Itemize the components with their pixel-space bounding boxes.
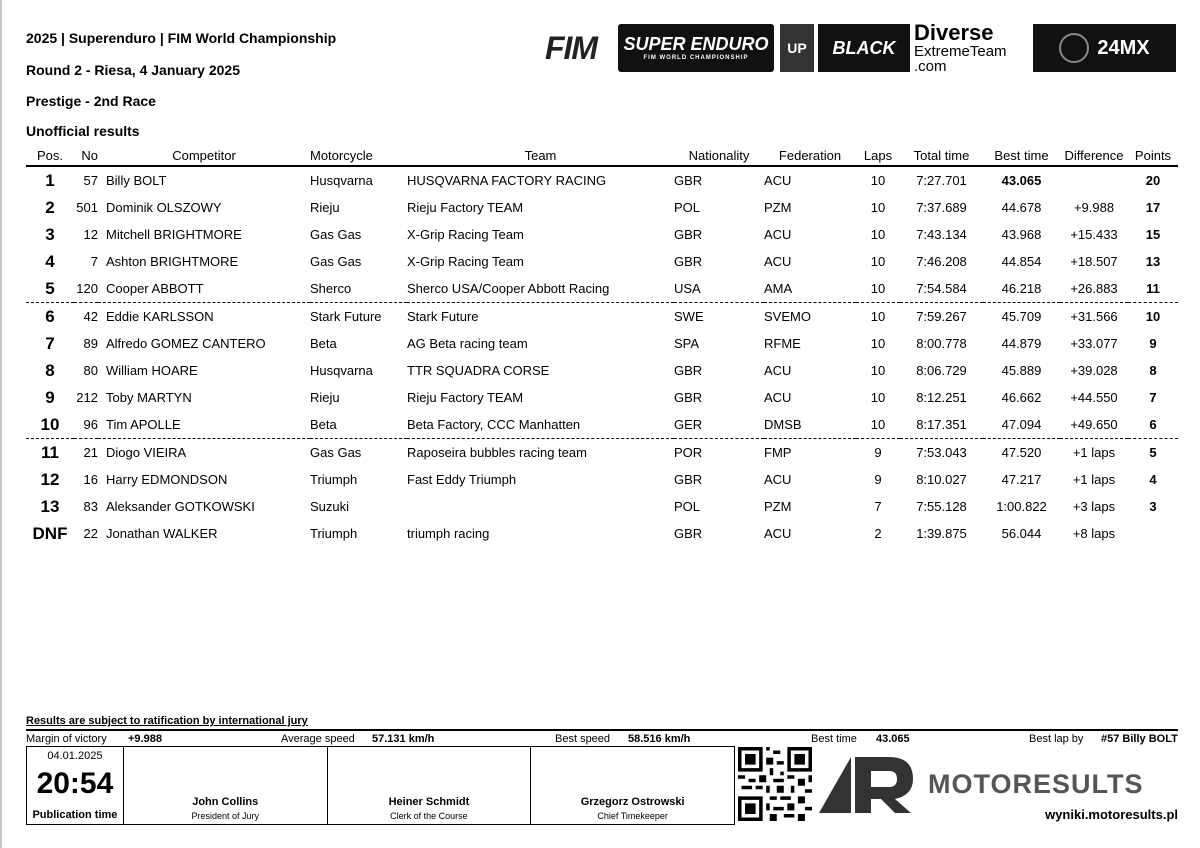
- row-no: 12: [83, 227, 98, 242]
- row-laps: 10: [870, 200, 886, 215]
- row-best-time: 44.854: [1001, 254, 1042, 269]
- ratification-note: Results are subject to ratification by international jury: [26, 715, 308, 727]
- row-nationality: GBR: [674, 254, 703, 269]
- row-team: X-Grip Racing Team: [407, 227, 524, 242]
- row-motorcycle: Beta: [310, 411, 407, 439]
- publication-date: 04.01.2025: [47, 750, 103, 762]
- row-nationality: USA: [674, 275, 764, 303]
- row-best-time: 47.520: [1001, 445, 1042, 460]
- row-motorcycle: Husqvarna: [310, 173, 373, 188]
- row-pos: DNF: [32, 523, 68, 543]
- row-no: 57: [83, 173, 98, 188]
- row-federation: ACU: [764, 390, 792, 405]
- row-laps: 10: [870, 390, 886, 405]
- row-team: triumph racing: [407, 526, 490, 541]
- row-motorcycle: Suzuki: [310, 499, 350, 514]
- row-motorcycle: Gas Gas: [310, 227, 362, 242]
- row-difference: +1 laps: [1072, 472, 1116, 487]
- col-laps: Laps: [856, 146, 900, 166]
- helmet-icon: [1059, 33, 1089, 63]
- row-difference: +18.507: [1070, 254, 1118, 269]
- row-competitor: Ashton BRIGHTMORE: [106, 254, 239, 269]
- page-edge: [0, 0, 2, 848]
- sig-name: Grzegorz Ostrowski: [580, 796, 685, 808]
- row-pos: 3: [45, 224, 55, 244]
- row-difference: +49.650: [1060, 411, 1128, 439]
- superenduro-logo-sub: FIM WORLD CHAMPIONSHIP: [643, 55, 749, 61]
- row-nationality: GBR: [674, 227, 703, 242]
- sig-role: President of Jury: [191, 811, 259, 821]
- row-points: 6: [1128, 411, 1178, 439]
- row-competitor: Aleksander GOTKOWSKI: [106, 499, 255, 514]
- row-points: 8: [1149, 363, 1157, 378]
- avg-speed-label: Average speed: [281, 733, 355, 745]
- table-row: [26, 384, 1178, 411]
- row-total-time: 1:39.875: [916, 526, 967, 541]
- row-motorcycle: Sherco: [310, 275, 407, 303]
- row-difference: [1060, 166, 1128, 194]
- row-federation: SVEMO: [764, 309, 811, 324]
- row-competitor: Mitchell BRIGHTMORE: [106, 227, 242, 242]
- black-energy-logo: BLACK: [818, 24, 910, 72]
- motoresults-url: wyniki.motoresults.pl: [1045, 807, 1178, 822]
- row-best-time: 46.662: [1001, 390, 1042, 405]
- col-points: Points: [1128, 146, 1178, 166]
- row-pos: 6: [45, 306, 55, 326]
- row-nationality: POL: [674, 499, 701, 514]
- table-row: [26, 275, 1178, 303]
- col-best-time: Best time: [983, 146, 1060, 166]
- up-logo: UP: [780, 24, 814, 72]
- footer: [26, 729, 1178, 824]
- row-difference: +39.028: [1070, 363, 1118, 378]
- row-motorcycle: Gas Gas: [310, 445, 362, 460]
- row-motorcycle: Triumph: [310, 472, 358, 487]
- table-row: [26, 330, 1178, 357]
- row-difference: +3 laps: [1072, 499, 1116, 514]
- row-best-time: 46.218: [983, 275, 1060, 303]
- row-laps: 10: [870, 173, 886, 188]
- row-difference: +26.883: [1060, 275, 1128, 303]
- row-nationality: GBR: [674, 390, 703, 405]
- row-difference: +8 laps: [1072, 526, 1116, 541]
- row-total-time: 8:00.778: [916, 336, 967, 351]
- margin-label: Margin of victory: [26, 733, 107, 745]
- row-best-time: 47.217: [1001, 472, 1042, 487]
- table-row: [26, 303, 1178, 331]
- best-speed-value: 58.516 km/h: [628, 733, 691, 745]
- row-points: 11: [1128, 275, 1178, 303]
- row-total-time: 7:27.701: [916, 173, 967, 188]
- row-best-time: 43.968: [1001, 227, 1042, 242]
- superenduro-logo: [618, 24, 774, 72]
- table-row: [26, 166, 1178, 194]
- col-total-time: Total time: [900, 146, 983, 166]
- row-no: 89: [83, 336, 98, 351]
- row-laps: 7: [874, 499, 882, 514]
- row-pos: 13: [40, 496, 60, 516]
- row-competitor: Alfredo GOMEZ CANTERO: [106, 336, 266, 351]
- col-motorcycle: Motorcycle: [310, 146, 407, 166]
- signature-timekeeper: [531, 747, 734, 824]
- row-total-time: 8:12.251: [916, 390, 967, 405]
- row-difference: +9.988: [1073, 200, 1115, 215]
- col-nationality: Nationality: [674, 146, 764, 166]
- row-points: 4: [1149, 472, 1157, 487]
- row-federation: ACU: [764, 254, 792, 269]
- row-competitor: William HOARE: [106, 363, 198, 378]
- row-competitor: Diogo VIEIRA: [106, 445, 187, 460]
- row-team: Rieju Factory TEAM: [407, 390, 524, 405]
- row-difference: +1 laps: [1072, 445, 1116, 460]
- row-pos: 1: [45, 170, 55, 190]
- row-total-time: 7:37.689: [916, 200, 967, 215]
- row-pos: 2: [45, 197, 55, 217]
- row-team: [407, 493, 674, 520]
- motoresults-brand: MOTORESULTS: [928, 769, 1144, 799]
- row-nationality: GBR: [674, 526, 703, 541]
- diverse-logo: [914, 20, 1026, 75]
- row-points: 13: [1145, 254, 1161, 269]
- best-time-label: Best time: [811, 733, 857, 745]
- col-competitor: Competitor: [98, 146, 310, 166]
- row-team: HUSQVARNA FACTORY RACING: [407, 173, 607, 188]
- row-federation: FMP: [764, 445, 792, 460]
- row-best-time: 45.889: [1001, 363, 1042, 378]
- row-motorcycle: Husqvarna: [310, 363, 373, 378]
- row-best-time: 1:00.822: [996, 499, 1047, 514]
- row-no: 42: [83, 309, 98, 324]
- row-competitor: Harry EDMONDSON: [106, 472, 228, 487]
- row-laps: 10: [870, 254, 886, 269]
- row-competitor: Eddie KARLSSON: [106, 309, 214, 324]
- motoresults-mark-icon: [819, 755, 915, 815]
- row-pos: 7: [45, 333, 55, 353]
- row-best-time: 45.709: [1001, 309, 1042, 324]
- table-row: [26, 194, 1178, 221]
- col-team: Team: [407, 146, 674, 166]
- row-team: TTR SQUADRA CORSE: [407, 363, 550, 378]
- row-difference: +44.550: [1070, 390, 1118, 405]
- row-points: 7: [1149, 390, 1157, 405]
- results-table: [26, 146, 1178, 547]
- row-federation: DMSB: [764, 411, 856, 439]
- row-pos: 12: [40, 469, 60, 489]
- diverse-logo-a: Diverse: [914, 20, 994, 45]
- row-no: 83: [83, 499, 98, 514]
- table-row: [26, 411, 1178, 439]
- row-pos: 8: [45, 360, 55, 380]
- avg-speed-value: 57.131 km/h: [372, 733, 435, 745]
- row-competitor: Billy BOLT: [106, 173, 167, 188]
- row-nationality: POR: [674, 445, 703, 460]
- best-time-value: 43.065: [876, 733, 910, 745]
- col-difference: Difference: [1060, 146, 1128, 166]
- row-difference: +15.433: [1070, 227, 1118, 242]
- row-team: Rieju Factory TEAM: [407, 200, 524, 215]
- row-pos: 4: [45, 251, 55, 271]
- row-total-time: 7:55.128: [916, 499, 967, 514]
- row-team: AG Beta racing team: [407, 336, 528, 351]
- row-best-time: 44.879: [1001, 336, 1042, 351]
- diverse-logo-c: .com: [914, 58, 947, 75]
- sig-role: Chief Timekeeper: [597, 811, 668, 821]
- row-federation: ACU: [764, 227, 792, 242]
- row-federation: ACU: [764, 363, 792, 378]
- signature-box: [26, 746, 735, 825]
- row-no: 16: [83, 472, 98, 487]
- results-status: Unofficial results: [26, 123, 140, 139]
- row-pos: 11: [41, 442, 59, 462]
- table-row: [26, 248, 1178, 275]
- row-nationality: SWE: [674, 309, 704, 324]
- row-nationality: POL: [674, 200, 701, 215]
- signature-president: [124, 747, 328, 824]
- row-competitor: Dominik OLSZOWY: [106, 200, 222, 215]
- row-best-time: 44.678: [1001, 200, 1042, 215]
- row-motorcycle: Gas Gas: [310, 254, 362, 269]
- row-no: 212: [76, 390, 98, 405]
- row-team: Stark Future: [407, 309, 479, 324]
- row-total-time: 7:54.584: [900, 275, 983, 303]
- row-laps: 10: [856, 411, 900, 439]
- event-title: 2025 | Superenduro | FIM World Championship: [26, 30, 337, 46]
- row-laps: 10: [870, 336, 886, 351]
- row-points: [1128, 520, 1178, 547]
- sig-role: Clerk of the Course: [390, 811, 468, 821]
- row-points: 9: [1149, 336, 1157, 351]
- row-points: 17: [1145, 200, 1161, 215]
- sig-name: John Collins: [192, 796, 259, 808]
- row-laps: 2: [874, 526, 882, 541]
- table-header: [26, 146, 1178, 166]
- row-team: Raposeira bubbles racing team: [407, 445, 587, 460]
- row-laps: 10: [856, 275, 900, 303]
- row-points: 5: [1149, 445, 1157, 460]
- fim-logo: FIM: [544, 29, 598, 66]
- row-federation: AMA: [764, 275, 856, 303]
- row-motorcycle: Beta: [310, 336, 337, 351]
- signature-clerk: [328, 747, 532, 824]
- sponsor-logos: [530, 20, 1176, 75]
- best-lap-label: Best lap by: [1029, 733, 1084, 745]
- row-no: 501: [76, 200, 98, 215]
- row-nationality: GBR: [674, 363, 703, 378]
- row-best-time: 56.044: [1001, 526, 1042, 541]
- row-laps: 10: [870, 309, 886, 324]
- row-no: 96: [74, 411, 98, 439]
- row-federation: PZM: [764, 200, 792, 215]
- 24mx-logo-text: 24MX: [1097, 36, 1150, 59]
- row-total-time: 7:43.134: [916, 227, 967, 242]
- row-points: 15: [1145, 227, 1161, 242]
- publication-time: 20:54: [36, 767, 114, 800]
- table-row: [26, 493, 1178, 520]
- table-row: [26, 466, 1178, 493]
- diverse-logo-b: ExtremeTeam: [914, 43, 1007, 60]
- row-total-time: 8:06.729: [916, 363, 967, 378]
- row-competitor: Tim APOLLE: [98, 411, 310, 439]
- row-nationality: GBR: [674, 472, 703, 487]
- row-best-time: 47.094: [983, 411, 1060, 439]
- row-motorcycle: Triumph: [310, 526, 358, 541]
- row-pos: 10: [26, 411, 74, 439]
- table-row: [26, 221, 1178, 248]
- row-team: Fast Eddy Triumph: [407, 472, 517, 487]
- row-nationality: GBR: [674, 173, 703, 188]
- row-no: 80: [83, 363, 98, 378]
- row-competitor: Jonathan WALKER: [106, 526, 218, 541]
- row-laps: 10: [870, 227, 886, 242]
- row-no: 7: [90, 254, 98, 269]
- margin-value: +9.988: [128, 733, 162, 745]
- col-federation: Federation: [764, 146, 856, 166]
- row-total-time: 7:46.208: [916, 254, 967, 269]
- 24mx-logo: [1033, 24, 1176, 72]
- table-row: [26, 520, 1178, 547]
- row-team: X-Grip Racing Team: [407, 254, 524, 269]
- table-row: [26, 439, 1178, 467]
- round-info: Round 2 - Riesa, 4 January 2025: [26, 62, 240, 78]
- row-team: Sherco USA/Cooper Abbott Racing: [407, 275, 674, 303]
- best-lap-value: #57 Billy BOLT: [1101, 733, 1178, 745]
- row-federation: ACU: [764, 526, 792, 541]
- row-difference: +31.566: [1070, 309, 1118, 324]
- publication-label: Publication time: [32, 809, 118, 821]
- col-no: No: [74, 146, 98, 166]
- row-total-time: 7:59.267: [916, 309, 967, 324]
- row-laps: 9: [874, 445, 882, 460]
- race-name: Prestige - 2nd Race: [26, 93, 156, 109]
- row-no: 22: [83, 526, 98, 541]
- row-federation: RFME: [764, 336, 801, 351]
- row-federation: PZM: [764, 499, 792, 514]
- row-federation: ACU: [764, 173, 792, 188]
- row-points: 10: [1145, 309, 1161, 324]
- row-pos: 9: [45, 387, 55, 407]
- publication-cell: [27, 747, 124, 824]
- row-motorcycle: Stark Future: [310, 309, 382, 324]
- row-points: 3: [1149, 499, 1157, 514]
- col-pos: Pos.: [26, 146, 74, 166]
- row-no: 21: [83, 445, 98, 460]
- row-total-time: 8:17.351: [900, 411, 983, 439]
- row-competitor: Cooper ABBOTT: [98, 275, 310, 303]
- table-row: [26, 357, 1178, 384]
- row-laps: 10: [870, 363, 886, 378]
- row-points: 20: [1145, 173, 1161, 188]
- row-federation: ACU: [764, 472, 792, 487]
- best-speed-label: Best speed: [555, 733, 611, 745]
- row-difference: +33.077: [1070, 336, 1118, 351]
- sig-name: Heiner Schmidt: [388, 796, 470, 808]
- row-no: 120: [74, 275, 98, 303]
- row-motorcycle: Rieju: [310, 390, 340, 405]
- row-team: Beta Factory, CCC Manhatten: [407, 411, 674, 439]
- row-motorcycle: Rieju: [310, 200, 340, 215]
- row-laps: 9: [874, 472, 882, 487]
- row-total-time: 8:10.027: [916, 472, 967, 487]
- superenduro-logo-text: SUPER ENDURO: [623, 34, 769, 54]
- row-nationality: GER: [674, 411, 764, 439]
- row-competitor: Toby MARTYN: [106, 390, 192, 405]
- row-best-time: 43.065: [1001, 173, 1042, 188]
- qr-code-icon: [738, 747, 812, 821]
- row-nationality: SPA: [674, 336, 700, 351]
- row-pos: 5: [26, 275, 74, 303]
- row-total-time: 7:53.043: [916, 445, 967, 460]
